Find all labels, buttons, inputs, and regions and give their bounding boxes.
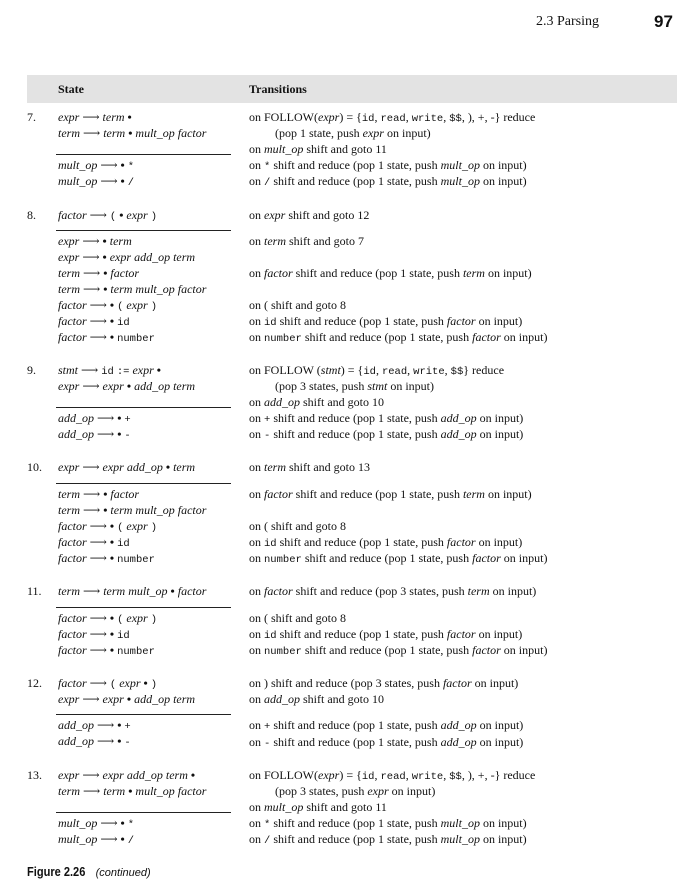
closure-item: term ⟶ • term mult_op factor [58,282,207,296]
transition: on FOLLOW(expr) = {id, read, write, $$, ), +, -} reduce [249,768,536,783]
kernel-closure-divider [56,812,231,813]
transition: on * shift and reduce (pop 1 state, push mult_op on input) [249,816,527,831]
kernel-closure-divider [56,154,231,155]
kernel-item: expr ⟶ expr • add_op term [58,692,196,706]
column-header-state: State [58,82,84,96]
closure-item: mult_op ⟶ • * [58,816,135,831]
closure-item: term ⟶ • factor [58,266,140,280]
kernel-closure-divider [56,230,231,231]
closure-item: term ⟶ • term mult_op factor [58,503,207,517]
transition: on expr shift and goto 12 [249,208,370,222]
closure-item: factor ⟶ • number [58,551,155,566]
closure-item: expr ⟶ • expr add_op term [58,250,196,264]
kernel-item: factor ⟶ ( expr • ) [58,676,158,691]
transition: (pop 3 states, push stmt on input) [275,379,435,393]
closure-item: factor ⟶ • number [58,643,155,658]
closure-item: factor ⟶ • number [58,330,155,345]
closure-item: add_op ⟶ • + [58,411,131,426]
kernel-item: expr ⟶ expr add_op term • [58,768,196,782]
transition: (pop 1 state, push expr on input) [275,126,431,140]
closure-item: add_op ⟶ • - [58,427,131,442]
page-number: 97 [654,12,673,31]
closure-item: add_op ⟶ • - [58,734,131,749]
closure-item: factor ⟶ • id [58,535,130,550]
state-number: 10. [27,460,42,474]
transition: (pop 3 states, push expr on input) [275,784,436,798]
closure-item: mult_op ⟶ • * [58,158,135,173]
transition: on factor shift and reduce (pop 3 states, push term on input) [249,584,537,598]
state-number: 8. [27,208,36,222]
transition: on ) shift and reduce (pop 3 states, push factor on input) [249,676,519,690]
kernel-closure-divider [56,407,231,408]
transition: on number shift and reduce (pop 1 state, push factor on input) [249,551,548,566]
closure-item: mult_op ⟶ • / [58,174,135,189]
column-header-transitions: Transitions [249,82,307,96]
kernel-item: expr ⟶ term • [58,110,132,124]
kernel-closure-divider [56,607,231,608]
transition: on add_op shift and goto 10 [249,395,384,409]
transition: on mult_op shift and goto 11 [249,142,387,156]
closure-item: factor ⟶ • ( expr ) [58,611,158,626]
state-number: 7. [27,110,36,124]
transition: on term shift and goto 7 [249,234,364,248]
kernel-closure-divider [56,483,231,484]
transition: on + shift and reduce (pop 1 state, push add_op on input) [249,411,524,426]
transition: on * shift and reduce (pop 1 state, push mult_op on input) [249,158,527,173]
closure-item: mult_op ⟶ • / [58,832,135,847]
transition: on factor shift and reduce (pop 1 state, push term on input) [249,266,532,280]
transition: on term shift and goto 13 [249,460,370,474]
kernel-item: stmt ⟶ id := expr • [58,363,161,378]
transition: on - shift and reduce (pop 1 state, push add_op on input) [249,735,524,750]
closure-item: expr ⟶ • term [58,234,132,248]
kernel-item: expr ⟶ expr • add_op term [58,379,196,393]
closure-item: factor ⟶ • id [58,314,130,329]
transition: on id shift and reduce (pop 1 state, push factor on input) [249,627,523,642]
transition: on id shift and reduce (pop 1 state, push factor on input) [249,535,523,550]
transition: on / shift and reduce (pop 1 state, push mult_op on input) [249,832,527,847]
transition: on / shift and reduce (pop 1 state, push mult_op on input) [249,174,527,189]
transition: on add_op shift and goto 10 [249,692,384,706]
transition: on - shift and reduce (pop 1 state, push add_op on input) [249,427,524,442]
transition: on ( shift and goto 8 [249,519,346,533]
transition: on mult_op shift and goto 11 [249,800,387,814]
state-number: 9. [27,363,36,377]
transition: on factor shift and reduce (pop 1 state, push term on input) [249,487,532,501]
figure-note: (continued) [95,867,151,879]
kernel-item: factor ⟶ ( • expr ) [58,208,158,223]
closure-item: add_op ⟶ • + [58,718,131,733]
kernel-item: term ⟶ term • mult_op factor [58,784,207,798]
section-title: 2.3 Parsing [536,14,599,29]
transition: on number shift and reduce (pop 1 state, push factor on input) [249,643,548,658]
transition: on + shift and reduce (pop 1 state, push add_op on input) [249,718,524,733]
state-number: 12. [27,676,42,690]
closure-item: factor ⟶ • id [58,627,130,642]
kernel-item: term ⟶ term mult_op • factor [58,584,207,598]
transition: on FOLLOW(expr) = {id, read, write, $$, ), +, -} reduce [249,110,536,125]
kernel-item: term ⟶ term • mult_op factor [58,126,207,140]
kernel-closure-divider [56,714,231,715]
figure-label: Figure 2.26 [27,864,86,879]
transition: on number shift and reduce (pop 1 state, push factor on input) [249,330,548,345]
closure-item: factor ⟶ • ( expr ) [58,298,158,313]
figure-caption [27,863,151,881]
state-number: 13. [27,768,42,782]
transition: on ( shift and goto 8 [249,298,346,312]
transition: on ( shift and goto 8 [249,611,346,625]
closure-item: term ⟶ • factor [58,487,140,501]
kernel-item: expr ⟶ expr add_op • term [58,460,196,474]
transition: on FOLLOW (stmt) = {id, read, write, $$} reduce [249,363,505,378]
transition: on id shift and reduce (pop 1 state, push factor on input) [249,314,523,329]
state-number: 11. [27,584,42,598]
closure-item: factor ⟶ • ( expr ) [58,519,158,534]
